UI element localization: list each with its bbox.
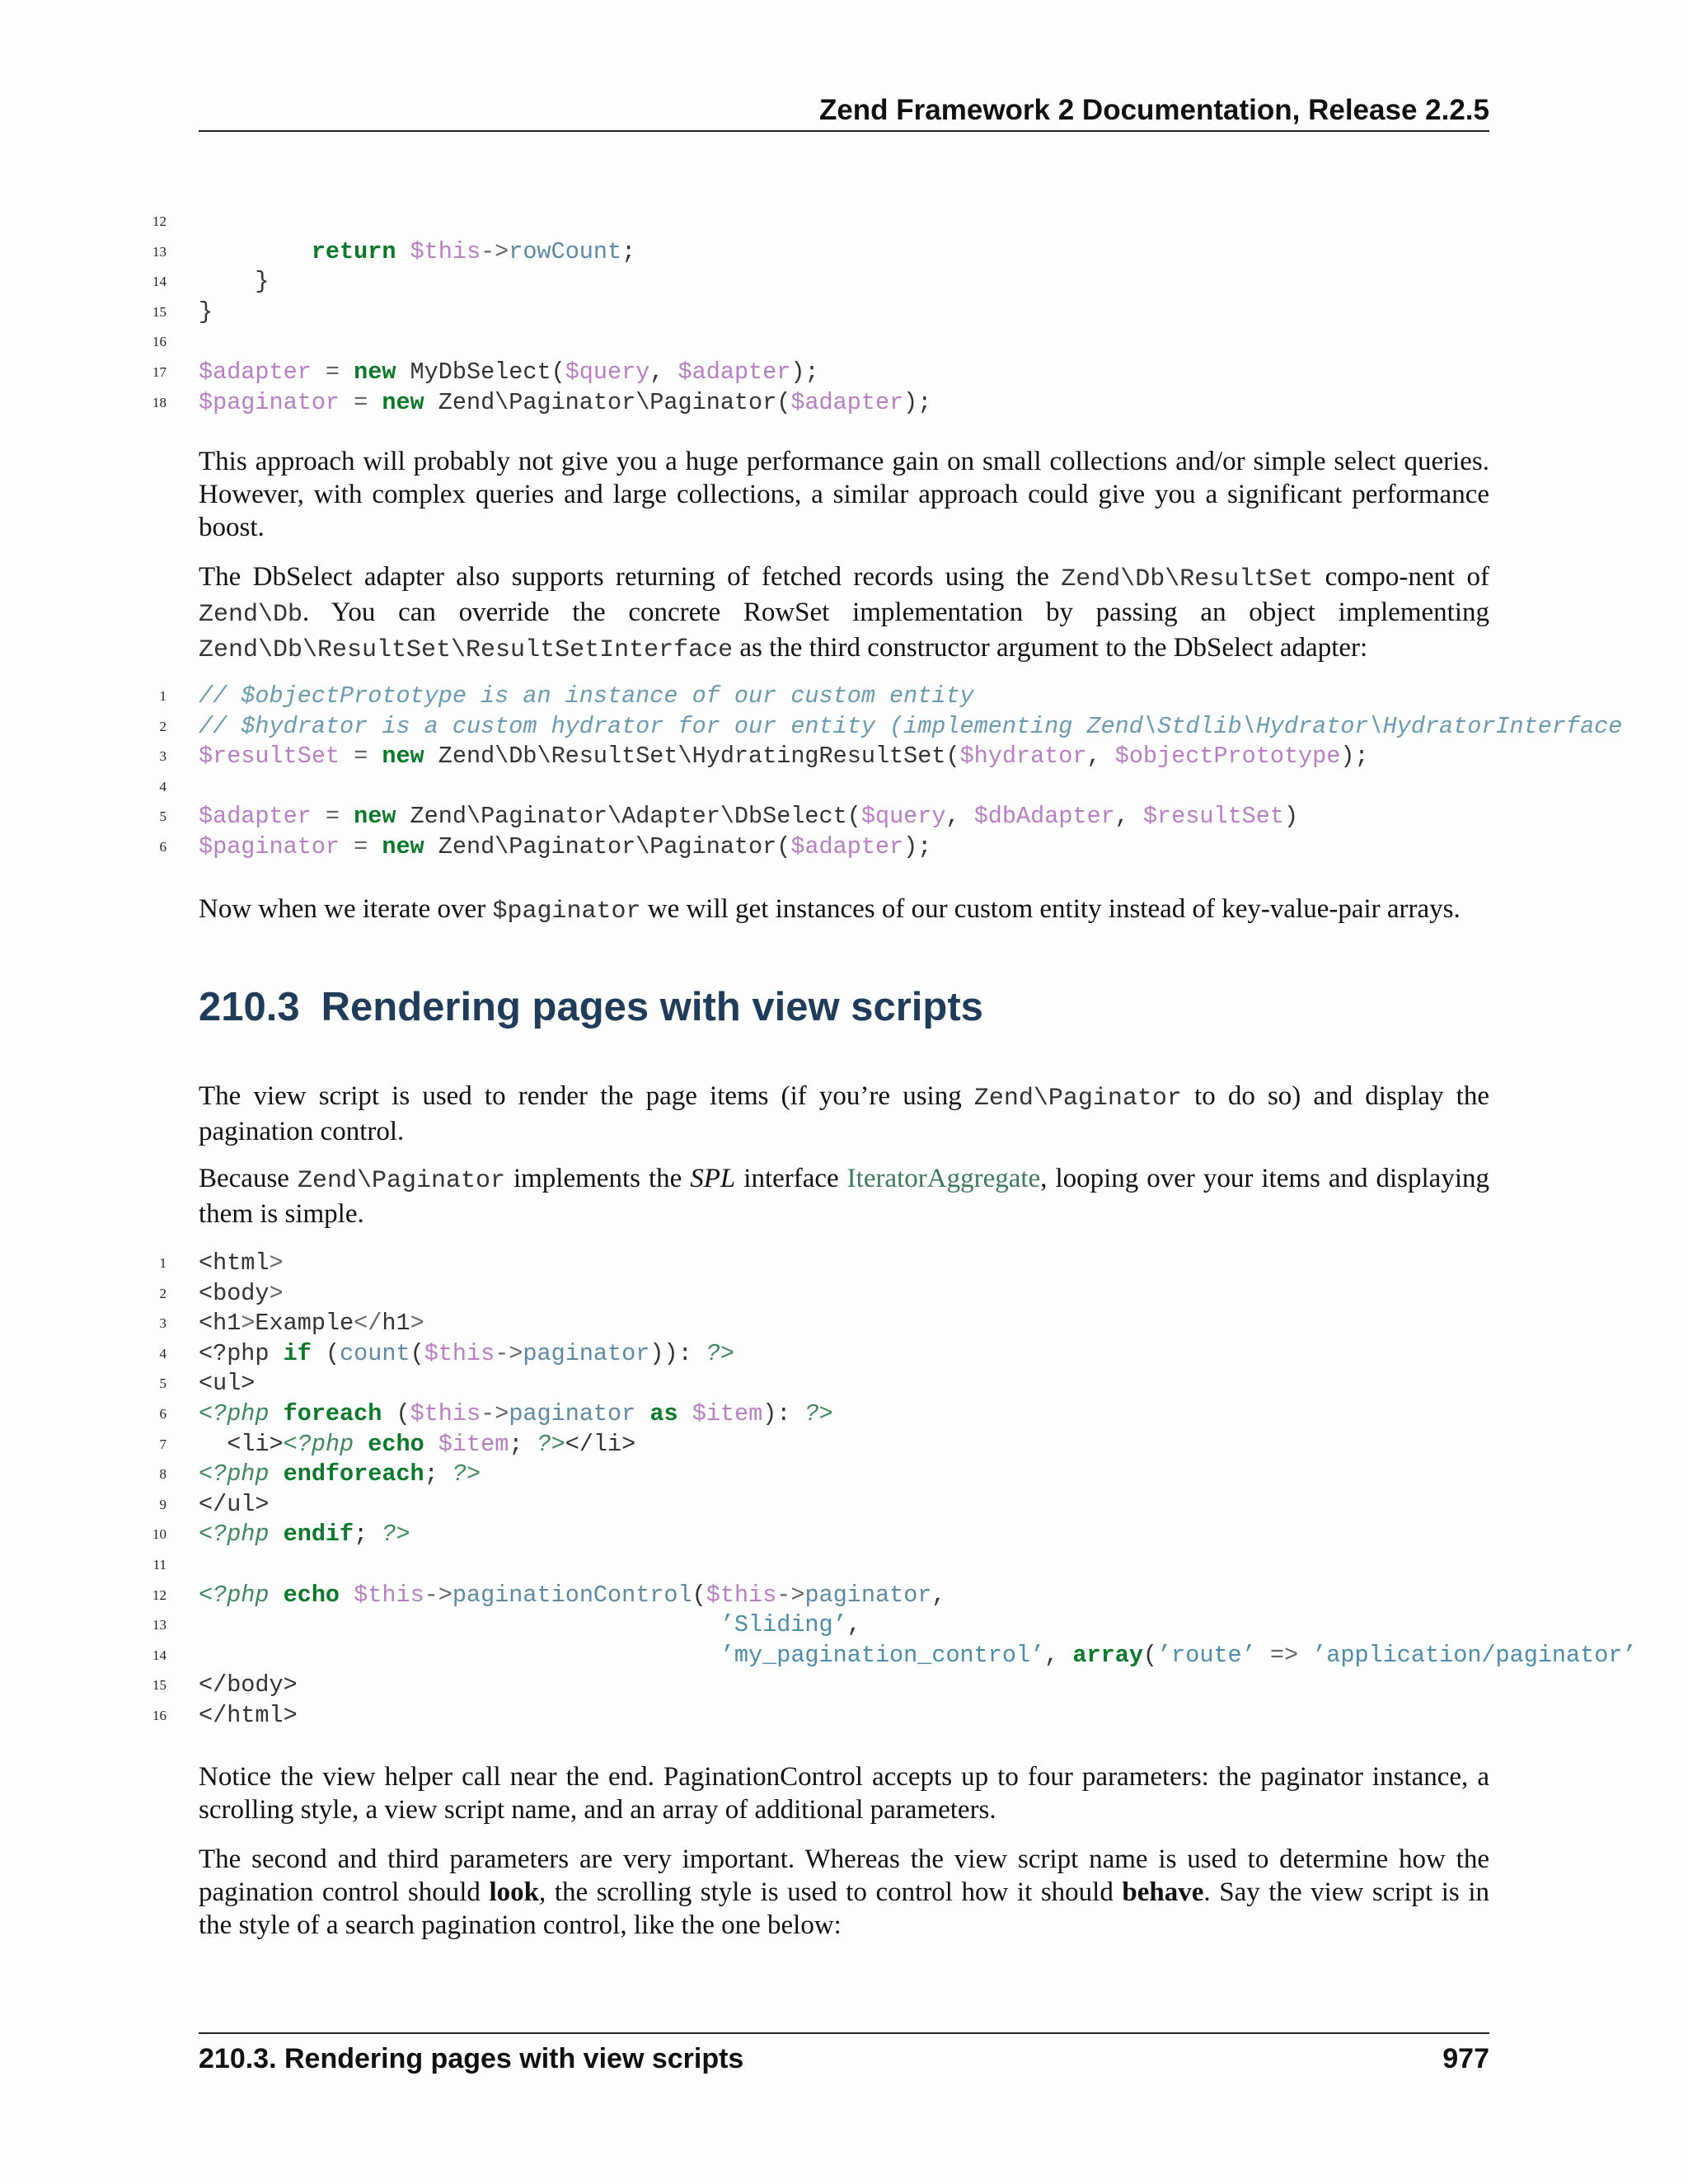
code-line <box>0 207 1688 237</box>
code-text: <h1>Example</h1> <box>199 1310 424 1338</box>
paragraph-iterate: Now when we iterate over $paginator we will get instances of our custom entity instead of key-value-pair arrays. <box>199 894 1461 926</box>
paragraph-view-script: The view script is used to render the page items (if you’re using Zend\Paginator to do so) and display the pagination control. <box>199 1081 1489 1146</box>
code-text: </body> <box>199 1671 298 1699</box>
code-line <box>0 1460 1688 1490</box>
line-number: 15 <box>152 303 166 320</box>
code-text: // $hydrator is a custom hydrator for our entity (implementing Zend\Stdlib\Hydrator\HydratorInterface <box>199 712 1623 740</box>
line-number: 4 <box>159 778 166 794</box>
code-line <box>0 832 1688 863</box>
line-number: 7 <box>159 1436 166 1452</box>
paragraph-view-helper: Notice the view helper call near the end. PaginationControl accepts up to four parameters: the paginator instance, a scrolling style, a view script name, and an array of additional parameters. <box>199 1762 1489 1825</box>
footer-rule <box>199 2032 1489 2034</box>
code-text: </ul> <box>199 1490 270 1518</box>
paragraph-performance: This approach will probably not give you a huge performance gain on small collections and/or simple select queries. However, with complex queries and large collections, a similar approach could give you a significant performance boost. <box>199 447 1489 542</box>
header-rule <box>199 130 1489 132</box>
code-text: // $objectPrototype is an instance of our custom entity <box>199 682 974 710</box>
code-line <box>0 1249 1688 1279</box>
section-heading: 210.3 Rendering pages with view scripts <box>199 985 983 1029</box>
line-number: 8 <box>159 1466 166 1483</box>
line-number: 4 <box>159 1345 166 1361</box>
code-text: <?php foreach ($this->paginator as $item): ?> <box>199 1399 833 1427</box>
page-footer <box>199 2042 1489 2075</box>
code-line <box>0 1339 1688 1370</box>
code-text: } <box>255 268 270 296</box>
paragraph-dbselect-resultset: The DbSelect adapter also supports returning of fetched records using the Zend\Db\ResultSet compo-nent of Zend\Db. You can override the concrete RowSet implementation by passing an object implementing Zend\Db\ResultSet\ResultSetInterface as the third constructor argument to the DbSelect adapter: <box>199 562 1490 664</box>
code-line <box>0 237 1688 268</box>
code-block-3 <box>0 1249 1688 1732</box>
code-text: <?php endif; ?> <box>199 1521 410 1549</box>
running-header: Zend Framework 2 Documentation, Release 2.2.5 <box>818 94 1489 126</box>
line-number: 10 <box>152 1526 166 1543</box>
line-number: 5 <box>159 1376 166 1392</box>
code-line <box>0 1550 1688 1581</box>
code-text: ’Sliding’, <box>720 1611 861 1639</box>
code-text: <html> <box>199 1249 284 1277</box>
code-text: <?php echo $this->paginationControl($this->paginator, <box>199 1581 946 1609</box>
line-number: 3 <box>159 748 166 765</box>
footer-section: 210.3. Rendering pages with view scripts <box>199 2043 744 2074</box>
code-block-2 <box>0 682 1688 863</box>
code-line <box>0 358 1688 388</box>
code-line <box>0 1701 1688 1732</box>
code-line <box>0 742 1688 772</box>
line-number: 14 <box>152 1647 166 1663</box>
line-number: 9 <box>159 1496 166 1512</box>
code-line <box>0 1399 1688 1430</box>
line-number: 6 <box>159 838 166 855</box>
code-line <box>0 388 1688 419</box>
line-number: 5 <box>159 808 166 825</box>
code-line <box>0 1520 1688 1550</box>
code-line <box>0 1309 1688 1339</box>
code-text: </html> <box>199 1701 298 1729</box>
code-line <box>0 327 1688 358</box>
line-number: 17 <box>152 363 166 380</box>
code-line <box>0 772 1688 803</box>
code-text: $adapter = new Zend\Paginator\Adapter\DbSelect($query, $dbAdapter, $resultSet) <box>199 803 1299 831</box>
code-block-1 <box>0 207 1688 418</box>
code-line <box>0 298 1688 328</box>
line-number: 18 <box>152 394 166 410</box>
iterator-aggregate-link[interactable]: IteratorAggregate <box>846 1164 1041 1193</box>
code-text: <body> <box>199 1279 284 1307</box>
code-text: return $this->rowCount; <box>311 237 636 265</box>
line-number: 11 <box>152 1556 166 1572</box>
line-number: 13 <box>152 243 166 260</box>
code-line <box>0 1279 1688 1310</box>
code-line <box>0 682 1688 712</box>
code-text: ’my_pagination_control’, array(’route’ => ’application/paginator’ <box>720 1641 1637 1669</box>
code-line <box>0 1671 1688 1701</box>
line-number: 6 <box>159 1405 166 1422</box>
code-text: $paginator = new Zend\Paginator\Paginator($adapter); <box>199 388 932 416</box>
line-number: 12 <box>152 1586 166 1603</box>
line-number: 12 <box>152 213 166 229</box>
code-text: <?php if (count($this->paginator)): ?> <box>199 1339 734 1367</box>
code-line <box>0 1581 1688 1611</box>
code-line <box>0 802 1688 832</box>
code-text: } <box>199 298 213 326</box>
paragraph-iterator: Because Zend\Paginator implements the SPL interface IteratorAggregate, looping over your items and displaying them is simple. <box>199 1164 1489 1229</box>
line-number: 13 <box>152 1617 166 1633</box>
code-text: $resultSet = new Zend\Db\ResultSet\HydratingResultSet($hydrator, $objectPrototype); <box>199 743 1369 771</box>
line-number: 16 <box>152 334 166 350</box>
code-line <box>0 267 1688 298</box>
code-text: $adapter = new MyDbSelect($query, $adapter); <box>199 358 819 386</box>
code-text: <?php endforeach; ?> <box>199 1460 481 1488</box>
line-number: 2 <box>159 718 166 734</box>
code-text: <li><?php echo $item; ?></li> <box>227 1430 636 1458</box>
line-number: 2 <box>159 1285 166 1301</box>
code-line <box>0 1369 1688 1399</box>
code-text: <ul> <box>199 1370 256 1398</box>
line-number: 16 <box>152 1707 166 1723</box>
code-line <box>0 1610 1688 1641</box>
page-number: 977 <box>1442 2043 1489 2074</box>
paragraph-parameters: The second and third parameters are very important. Whereas the view script name is used to determine how the pagination control should look, the scrolling style is used to control how it should behave. Say the view script is in the style of a search pagination control, like the one below: <box>199 1844 1489 1940</box>
code-line <box>0 1641 1688 1671</box>
code-line <box>0 1430 1688 1460</box>
code-text: $paginator = new Zend\Paginator\Paginator($adapter); <box>199 832 932 860</box>
code-line <box>0 1490 1688 1521</box>
line-number: 3 <box>159 1315 166 1332</box>
line-number: 1 <box>159 1255 166 1271</box>
line-number: 1 <box>159 688 166 704</box>
code-line <box>0 712 1688 743</box>
line-number: 15 <box>152 1677 166 1694</box>
line-number: 14 <box>152 274 166 290</box>
